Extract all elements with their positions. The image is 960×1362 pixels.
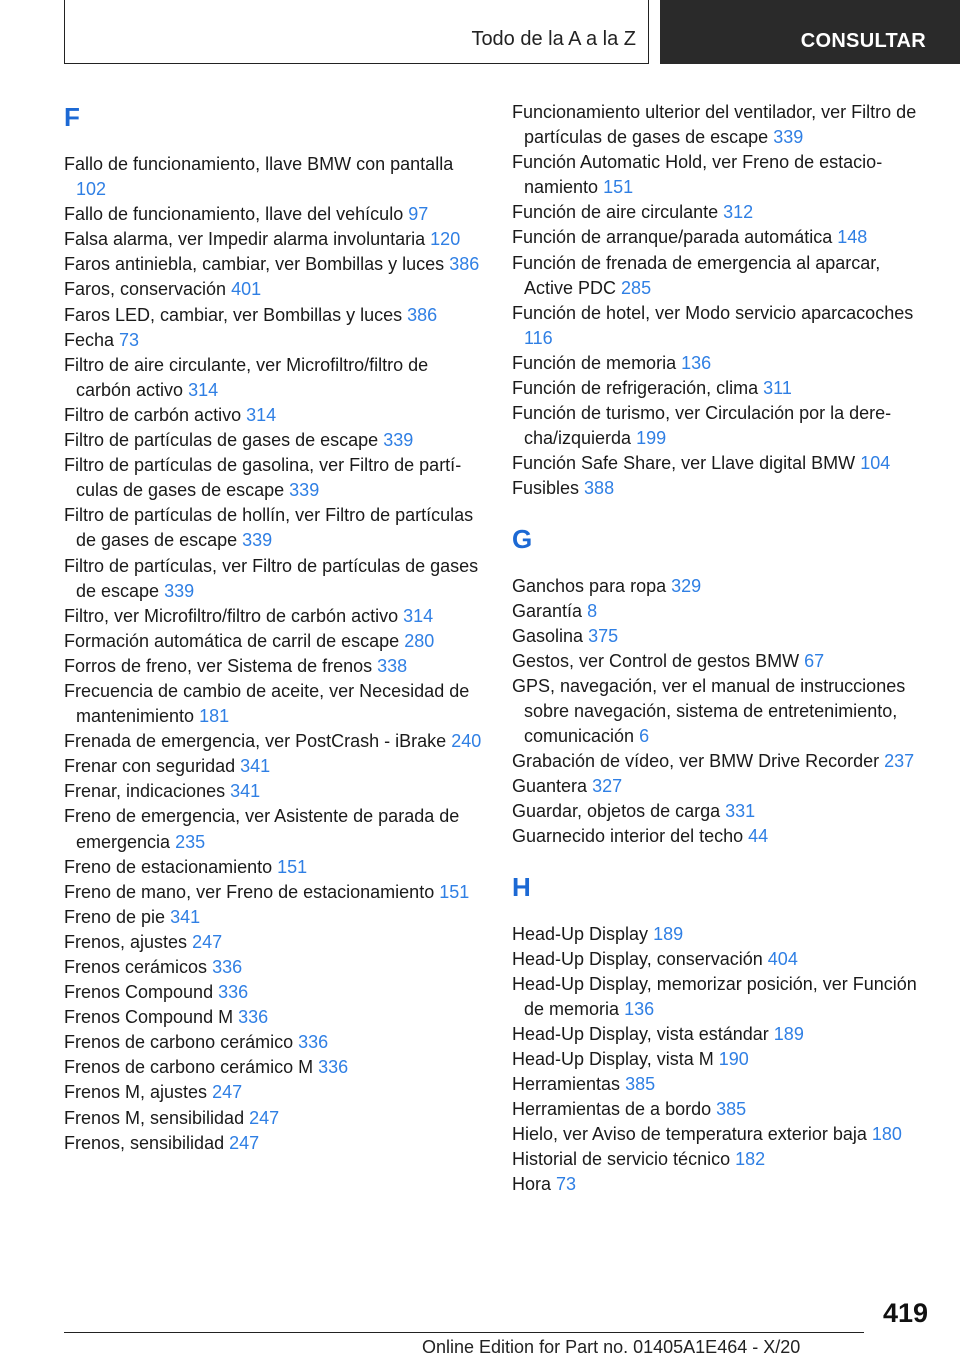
page-link[interactable]: 341 [170,906,201,927]
page-link[interactable]: 116 [524,327,553,348]
index-entry-text: Head-Up Display [512,923,649,944]
index-entry [64,679,484,729]
index-entry [64,955,484,980]
index-entry-text: Frecuencia de cambio de aceite, ver Necesidad de mantenimiento [64,680,470,727]
index-entry-text: Frenos cerámicos [64,957,208,977]
index-entry [64,654,484,679]
page-link[interactable]: 247 [229,1132,260,1153]
page-link[interactable]: 240 [451,731,482,752]
index-entry-text: Gasolina [512,625,584,646]
page-link[interactable]: 6 [639,726,650,747]
index-entry-text: Fecha [64,329,115,350]
page-link[interactable]: 181 [199,706,230,727]
index-column-right [512,100,932,1198]
index-entry [64,980,484,1005]
page-link[interactable]: 285 [621,277,652,298]
index-entry [64,1080,484,1105]
index-entry [64,754,484,779]
page-link[interactable]: 97 [408,204,429,225]
index-column-left [64,100,484,1156]
index-entry [64,202,484,227]
index-entry-text: Freno de emergencia, ver Asistente de parada de emergencia [64,806,460,852]
index-entry-text: Faros antiniebla, cambiar, ver Bombillas y luces [64,254,445,275]
page-link[interactable]: 339 [164,580,195,601]
page-link[interactable]: 336 [238,1007,269,1028]
page-link[interactable]: 247 [249,1107,280,1128]
index-entry-text: Hora [512,1174,552,1195]
consultar-tab[interactable] [660,0,960,64]
index-entry [64,804,484,854]
index-entry-text: Faros LED, cambiar, ver Bombillas y luces [64,304,403,325]
index-entry [64,252,484,277]
index-entry-text: Filtro de partículas de hollín, ver Filtro de partículas de gases de escape [64,505,474,551]
page-link[interactable]: 341 [230,781,261,802]
page-link[interactable]: 120 [430,229,461,250]
index-entry [64,353,484,403]
page-link[interactable]: 314 [188,379,219,400]
index-entry [512,1022,932,1047]
header-box [64,0,649,64]
page-link[interactable]: 388 [584,478,615,499]
page-link[interactable]: 247 [192,931,223,952]
index-entry-text: Forros de freno, ver Sistema de frenos [64,655,373,676]
consultar-tab-label: CONSULTAR [800,30,926,52]
index-entry [64,1055,484,1080]
page-link[interactable]: 314 [246,404,277,425]
index-entry [64,428,484,453]
page-link[interactable]: 151 [277,856,308,877]
index-entry-text: Filtro, ver Microfiltro/filtro de carbón activo [64,605,399,626]
page-link[interactable]: 102 [76,179,107,200]
index-letter-heading: H [512,871,531,902]
page-link[interactable]: 336 [318,1057,349,1078]
index-entry-text: Filtro de partículas, ver Filtro de partículas de gases de escape [64,555,479,601]
page-link[interactable]: 189 [773,1023,804,1044]
index-entry [64,303,484,328]
page-link[interactable]: 151 [603,177,634,198]
index-entry-text: Filtro de carbón activo [64,404,242,425]
index-entry [64,152,484,202]
index-entry [64,779,484,804]
index-entry-text: Filtro de partículas de gasolina, ver Filtro de partículas de gases de escape [64,455,462,501]
index-entry-text: Frenada de emergencia, ver PostCrash - iBrake [64,731,447,752]
index-entry [512,476,932,501]
index-entry-text: Head-Up Display, conservación [512,948,763,969]
index-entry [512,1147,932,1172]
page-link[interactable]: 67 [804,650,825,671]
index-entry-text: Guantera [512,776,588,797]
index-entry [64,880,484,905]
index-entry [512,774,932,799]
index-entry [512,251,932,301]
index-entry-text: Fusibles [512,478,580,499]
index-entry-text: Frenos M, ajustes [64,1082,208,1103]
page-link[interactable]: 339 [773,127,804,148]
page-link[interactable]: 237 [884,751,915,772]
index-entry-text: Función de aire circulante [512,202,719,223]
index-entry [512,574,932,599]
index-entry-text: Función Safe Share, ver Llave digital BMW [512,453,856,474]
page-link[interactable]: 44 [748,826,769,847]
index-entry-text: Herramientas [512,1074,621,1095]
index-entry-text: Head-Up Display, vista M [512,1049,714,1069]
page-link[interactable]: 386 [407,304,438,325]
section-title: Todo de la A a la Z [471,28,636,50]
index-entry-text: Funcionamiento ulterior del ventilador, ver Filtro de partículas de gases de escape [512,102,917,148]
index-entry [64,1131,484,1156]
index-entry [64,729,484,754]
index-entry-text: Grabación de vídeo, ver BMW Drive Recorder [512,751,880,772]
page-link[interactable]: 329 [671,575,702,596]
index-entry-text: Freno de estacionamiento [64,856,273,877]
page-link[interactable]: 148 [837,227,868,248]
index-entry [64,227,484,252]
index-entry [64,604,484,629]
index-entry [512,1122,932,1147]
index-entry [64,1106,484,1131]
page-link[interactable]: 339 [383,430,414,451]
page-link[interactable]: 247 [212,1082,243,1103]
index-entry-text: Frenar, indicaciones [64,781,226,802]
index-entry-text: Head-Up Display, memorizar posición, ver Función de memoria [512,973,917,1019]
index-entry-text: Frenos Compound M [64,1007,234,1028]
index-entry [512,972,932,1022]
index-entry [512,150,932,200]
index-entry-text: Frenos M, sensibilidad [64,1107,245,1128]
index-entry [512,1097,932,1122]
index-entry-text: Historial de servicio técnico [512,1149,731,1170]
index-entry [512,401,932,451]
index-entry-text: Hielo, ver Aviso de temperatura exterior baja [512,1124,867,1145]
index-entry-text: Función de frenada de emergencia al aparcar, Active PDC [512,252,881,298]
page-link[interactable]: 136 [681,352,712,373]
page-link[interactable]: 339 [242,530,273,551]
index-entry-text: Filtro de partículas de gases de escape [64,430,379,451]
index-entry [512,200,932,225]
page-link[interactable]: 104 [860,453,891,474]
index-entry-text: Frenos de carbono cerámico [64,1032,294,1053]
index-entry-text: Frenos, ajustes [64,931,188,952]
index-entry [512,922,932,947]
index-entry [512,1072,932,1097]
index-entry-text: Función Automatic Hold, ver Freno de estacionamiento [512,152,883,198]
page-link[interactable]: 151 [439,881,470,902]
index-entry [512,351,932,376]
page-link[interactable]: 331 [725,801,756,822]
page-link[interactable]: 311 [763,378,792,399]
index-entry [64,1005,484,1030]
index-entry [512,799,932,824]
index-entry [64,403,484,428]
index-entry-text: Función de refrigeración, clima [512,378,759,399]
page-link[interactable]: 338 [377,655,408,676]
index-entry-text: Filtro de aire circulante, ver Microfiltro/filtro de carbón activo [64,354,429,400]
index-entry [512,824,932,849]
index-entry [64,453,484,503]
index-entry-text: Frenar con seguridad [64,756,236,777]
index-entry [512,301,932,351]
page-link[interactable]: 339 [289,480,320,501]
index-entry [64,629,484,654]
index-entry-text: Ganchos para ropa [512,575,667,596]
page-link[interactable]: 385 [625,1074,656,1095]
index-entry-text: Freno de mano, ver Freno de estacionamiento [64,881,435,902]
footer-divider [64,1332,864,1333]
page-link[interactable]: 235 [175,831,206,852]
index-entry [512,674,932,749]
index-entry-text: Frenos, sensibilidad [64,1132,225,1153]
page-link[interactable]: 180 [871,1124,902,1145]
index-entry [512,624,932,649]
index-entry-text: Freno de pie [64,906,166,927]
index-entry-text: Falsa alarma, ver Impedir alarma involuntaria [64,229,426,250]
page-link[interactable]: 386 [449,254,480,275]
page-number: 419 [882,1298,928,1328]
index-entry [512,1047,932,1072]
index-entry [64,503,484,553]
index-entry [512,649,932,674]
page-link[interactable]: 336 [212,957,243,977]
index-entry-text: Gestos, ver Control de gestos BMW [512,650,800,671]
index-entry [64,855,484,880]
index-entry [64,930,484,955]
index-entry-text: Formación automática de carril de escape [64,630,400,651]
index-entry [64,1030,484,1055]
page-link[interactable]: 73 [556,1174,577,1195]
index-letter-heading: G [512,523,533,554]
index-entry-text: Fallo de funcionamiento, llave BMW con pantalla [64,154,454,174]
index-entry [512,749,932,774]
page-link[interactable]: 327 [592,776,623,797]
index-entry [64,328,484,353]
index-entry [512,451,932,476]
index-entry-text: Fallo de funcionamiento, llave del vehículo [64,204,404,225]
index-entry-text: Garantía [512,600,583,621]
index-entry [64,905,484,930]
index-entry-text: Función de arranque/parada automática [512,227,833,248]
page-link[interactable]: 336 [218,982,249,1003]
page-link[interactable]: 189 [653,923,684,944]
index-entry-text: GPS, navegación, ver el manual de instrucciones sobre navegación, sistema de entretenimiento, comunicación [512,675,906,747]
page-link[interactable]: 336 [298,1032,329,1053]
index-entry-text: Función de turismo, ver Circulación por la derecha/izquierda [512,403,892,449]
page-link[interactable]: 375 [588,625,619,646]
page-link[interactable]: 341 [240,756,271,777]
index-entry [64,554,484,604]
index-entry-text: Frenos Compound [64,982,214,1003]
index-entry-text: Frenos de carbono cerámico M [64,1057,314,1078]
index-entry-text: Head-Up Display, vista estándar [512,1023,769,1044]
page-link[interactable]: 199 [636,428,667,449]
page-link[interactable]: 312 [723,202,754,223]
index-entry-text: Faros, conservación [64,279,227,300]
index-entry [512,100,932,150]
page-link[interactable]: 401 [231,279,262,300]
index-entry-text: Guarnecido interior del techo [512,826,744,847]
page-link[interactable]: 404 [767,948,798,969]
index-entry-text: Función de memoria [512,352,677,373]
index-entry-text: Función de hotel, ver Modo servicio aparcacoches [512,302,914,323]
index-entry-text: Guardar, objetos de carga [512,801,721,822]
footer-edition: Online Edition for Part no. 01405A1E464 - X/20 [422,1337,801,1357]
page-link[interactable]: 280 [404,630,435,651]
page-link[interactable]: 314 [403,605,434,626]
page-link[interactable]: 385 [716,1099,747,1120]
index-entry [512,599,932,624]
index-entry-text: Herramientas de a bordo [512,1099,712,1120]
page-link[interactable]: 182 [735,1149,766,1170]
index-entry [512,376,932,401]
index-entry [512,225,932,250]
page-link[interactable]: 136 [624,998,655,1019]
index-entry [512,947,932,972]
index-letter-heading: F [64,102,80,132]
index-entry [512,1172,932,1197]
page-link[interactable]: 8 [587,600,598,621]
index-entry [64,277,484,302]
page-link[interactable]: 73 [119,329,140,350]
page-link[interactable]: 190 [718,1049,749,1069]
